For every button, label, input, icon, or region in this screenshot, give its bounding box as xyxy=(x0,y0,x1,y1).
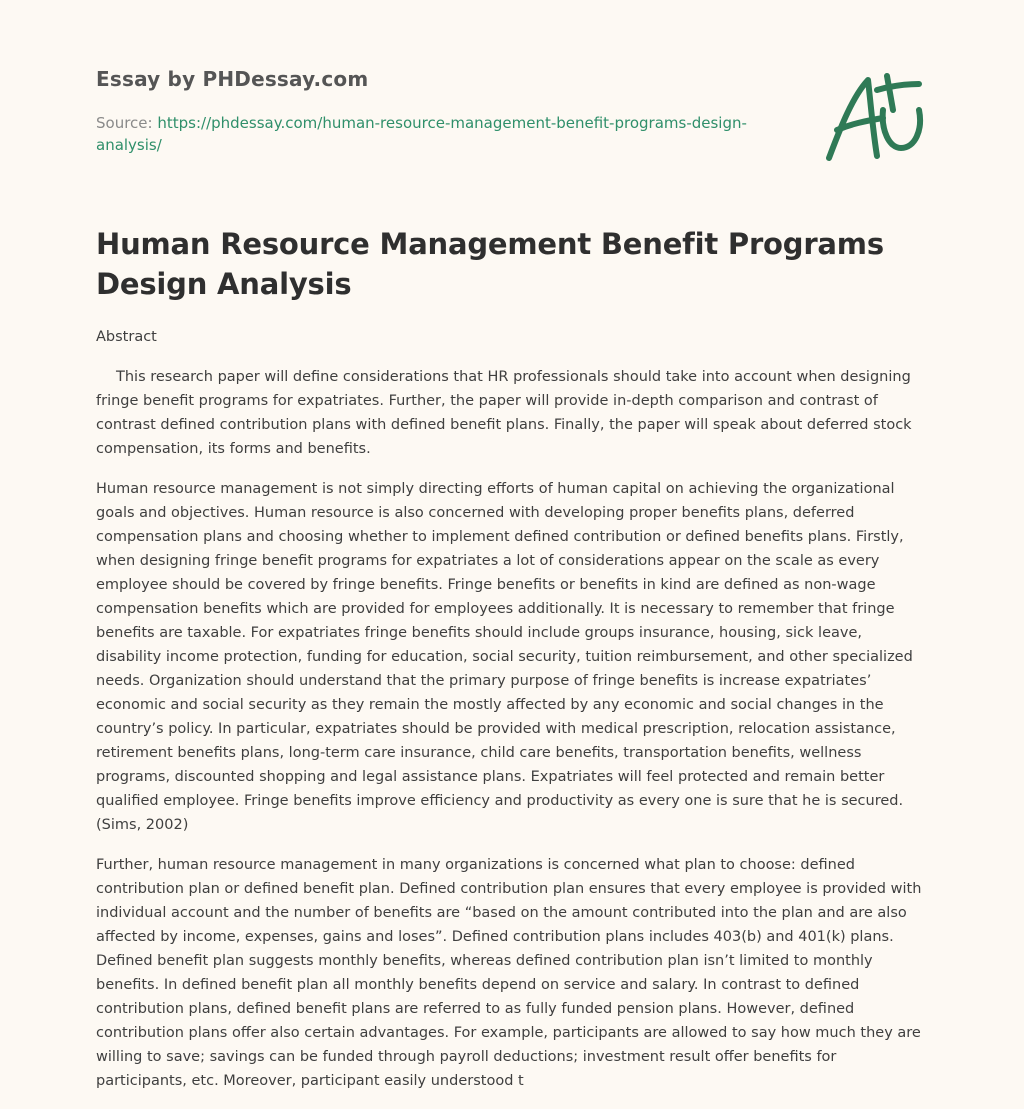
site-brand: Essay by PHDessay.com xyxy=(96,67,369,91)
source-label: Source: xyxy=(96,114,153,132)
paragraph: Further, human resource management in many organizations is concerned what plan to choose: defined contribution plan or defined benefit plan. Defined contribution plan ensures that every employee is provided with individual account and the number of benefits are “based on the amount contributed into the plan and are also affected by income, expenses, gains and loses”. Defined contribution plans includes 403(b) and 401(k) plans. Defined benefit plan suggests monthly benefits, whereas defined contribution plan isn’t limited to monthly benefits. In defined benefit plan all monthly benefits depend on service and salary. In contrast to defined contribution plans, defined benefit plans are referred to as fully funded pension plans. However, defined contribution plans offer also certain advantages. For example, participants are allowed to say how much they are willing to save; savings can be funded through payroll deductions; investment result offer benefits for participants, etc. Moreover, participant easily understood t xyxy=(96,857,922,1089)
section-heading: Abstract xyxy=(96,329,157,345)
essay-body xyxy=(96,325,926,1109)
source-link[interactable]: https://phdessay.com/human-resource-management-benefit-programs-design-analysis/ xyxy=(96,114,747,154)
paragraph: Human resource management is not simply directing efforts of human capital on achieving the organizational goals and objectives. Human resource is also concerned with developing proper benefits plans, deferred compensation plans and choosing whether to implement defined contribution or defined benefits plans. Firstly, when designing fringe benefit programs for expatriates a lot of considerations appear on the scale as every employee should be covered by fringe benefits. Fringe benefits or benefits in kind are defined as non-wage compensation benefits which are provided for employees additionally. It is necessary to remember that fringe benefits are taxable. For expatriates fringe benefits should include groups insurance, housing, sick leave, disability income protection, funding for education, social security, tuition reimbursement, and other specialized needs. Organization should understand that the primary purpose of fringe benefits is increase expatriates’ economic and social security as they remain the mostly affected by any economic and social changes in the country’s policy. In particular, expatriates should be provided with medical prescription, relocation assistance, retirement benefits plans, long-term care insurance, child care benefits, transportation benefits, wellness programs, discounted shopping and legal assistance plans. Expatriates will feel protected and remain better qualified employee. Fringe benefits improve efficiency and productivity as every one is sure that he is secured. (Sims, 2002) xyxy=(96,481,913,833)
a-plus-grade-icon xyxy=(821,66,931,166)
paragraph: This research paper will define considerations that HR professionals should take into account when designing fringe benefit programs for expatriates. Further, the paper will provide in-depth comparison and contrast of contrast defined contribution plans with defined benefit plans. Finally, the paper will speak about deferred stock compensation, its forms and benefits. xyxy=(96,369,912,457)
source-line xyxy=(96,112,756,156)
essay-title: Human Resource Management Benefit Programs Design Analysis xyxy=(96,227,884,301)
